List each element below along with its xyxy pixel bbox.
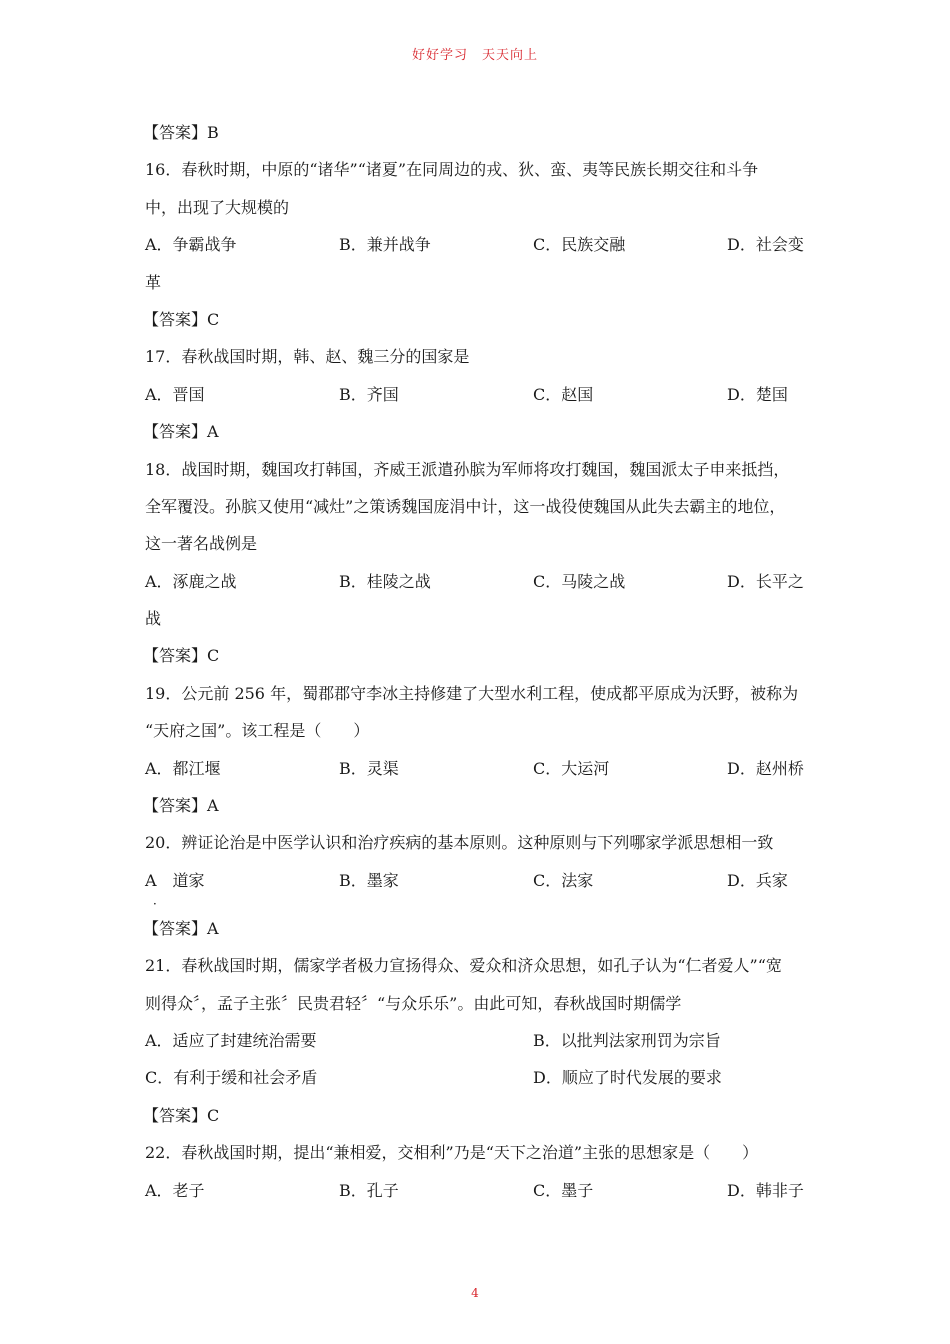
q20-options <box>145 870 815 896</box>
answer-20: 【答案】A <box>143 918 219 938</box>
q19-option-c: C．大运河 <box>533 758 610 778</box>
q20-option-d: D．兵家 <box>727 870 788 890</box>
q17-option-d: D．楚国 <box>727 384 788 404</box>
q16-option-c: C．民族交融 <box>533 235 626 255</box>
answer-18: 【答案】C <box>143 646 220 666</box>
page-header: 好好学习 天天向上 <box>411 48 538 63</box>
answer-15: 【答案】B <box>143 123 219 142</box>
q22-stem-line1: 22．春秋战国时期，提出“兼相爱，交相利”乃是“天下之治道”主张的思想家是（ ） <box>145 1143 759 1163</box>
q21-option-b: B．以批判法家刑罚为宗旨 <box>533 1030 721 1050</box>
q16-options <box>145 234 815 271</box>
q21-option-d: D．顺应了时代发展的要求 <box>533 1068 722 1088</box>
q18-option-d: D．长平之 <box>727 571 804 591</box>
q19-options <box>145 758 815 795</box>
q17-option-b: B．齐国 <box>339 384 399 404</box>
q17-stem-line1: 17．春秋战国时期，韩、赵、魏三分的国家是 <box>145 347 470 367</box>
answer-21: 【答案】C <box>143 1105 220 1125</box>
q20-option-a-dot: ． <box>153 892 166 907</box>
q18-option-c: C．马陵之战 <box>533 571 626 591</box>
q22-option-d: D．韩非子 <box>727 1180 804 1200</box>
q16-option-a: A．争霸战争 <box>145 235 237 255</box>
q18-option-d-wrap: 战 <box>145 609 162 629</box>
q20-option-b: B．墨家 <box>339 870 399 890</box>
q16-option-d: D．社会变 <box>727 235 804 255</box>
answer-19: 【答案】A <box>143 796 219 816</box>
q20-option-c: C．法家 <box>533 870 594 890</box>
answer-16: 【答案】C <box>143 309 220 329</box>
q17-option-c: C．赵国 <box>533 384 594 404</box>
q19-stem-line1: 19．公元前 256 年，蜀郡郡守李冰主持修建了大型水利工程，使成都平原成为沃野，被称为 <box>145 683 799 703</box>
q18-options <box>145 571 815 608</box>
q20-stem-line1: 20．辨证论治是中医学认识和治疗疾病的基本原则。这种原则与下列哪家学派思想相一致 <box>145 833 774 853</box>
q18-stem-line3: 这一著名战例是 <box>145 534 258 554</box>
q21-options-row2 <box>145 1067 815 1104</box>
q18-option-a: A．涿鹿之战 <box>145 571 237 591</box>
q21-stem-line1: 21．春秋战国时期，儒家学者极力宣扬得众、爱众和济众思想，如孔子认为“仁者爱人”“宽 <box>145 956 782 976</box>
q16-stem-line1: 16．春秋时期，中原的“诸华”“诸夏”在同周边的戎、狄、蛮、夷等民族长期交往和斗争 <box>145 160 759 180</box>
q16-option-b: B．兼并战争 <box>339 235 431 255</box>
q16-option-d-wrap: 革 <box>145 272 162 292</box>
q19-option-a: A．都江堰 <box>145 758 221 778</box>
question-content <box>145 122 815 1217</box>
q19-option-d: D．赵州桥 <box>727 758 804 778</box>
q16-stem-line2: 中，出现了大规模的 <box>145 197 290 217</box>
q22-options <box>145 1180 815 1217</box>
q21-option-c: C．有利于缓和社会矛盾 <box>145 1068 318 1088</box>
q17-options <box>145 384 815 421</box>
q19-stem-line2: “天府之国”。该工程是（ ） <box>145 721 370 741</box>
q18-stem-line2: 全军覆没。孙膑又使用“减灶”之策诱魏国庞涓中计，这一战役使魏国从此失去霸主的地位， <box>145 496 786 516</box>
page-number: 4 <box>471 1286 479 1300</box>
q17-option-a: A．晋国 <box>145 384 205 404</box>
q22-option-b: B．孔子 <box>339 1180 399 1200</box>
answer-17: 【答案】A <box>143 422 219 442</box>
q21-stem-line2: 则得众〞，孟子主张〞民贵君轻〞“与众乐乐”。由此可知，春秋战国时期儒学 <box>145 993 682 1013</box>
q22-option-a: A．老子 <box>145 1180 205 1200</box>
q20-option-a: A 道家 <box>145 870 205 890</box>
q21-option-a: A．适应了封建统治需要 <box>145 1030 317 1050</box>
q22-option-c: C．墨子 <box>533 1180 594 1200</box>
q18-option-b: B．桂陵之战 <box>339 571 431 591</box>
q18-stem-line1: 18．战国时期，魏国攻打韩国，齐威王派遣孙膑为军师将攻打魏国，魏国派太子申来抵挡， <box>145 459 790 479</box>
q21-options-row1 <box>145 1030 815 1067</box>
q19-option-b: B．灵渠 <box>339 758 399 778</box>
